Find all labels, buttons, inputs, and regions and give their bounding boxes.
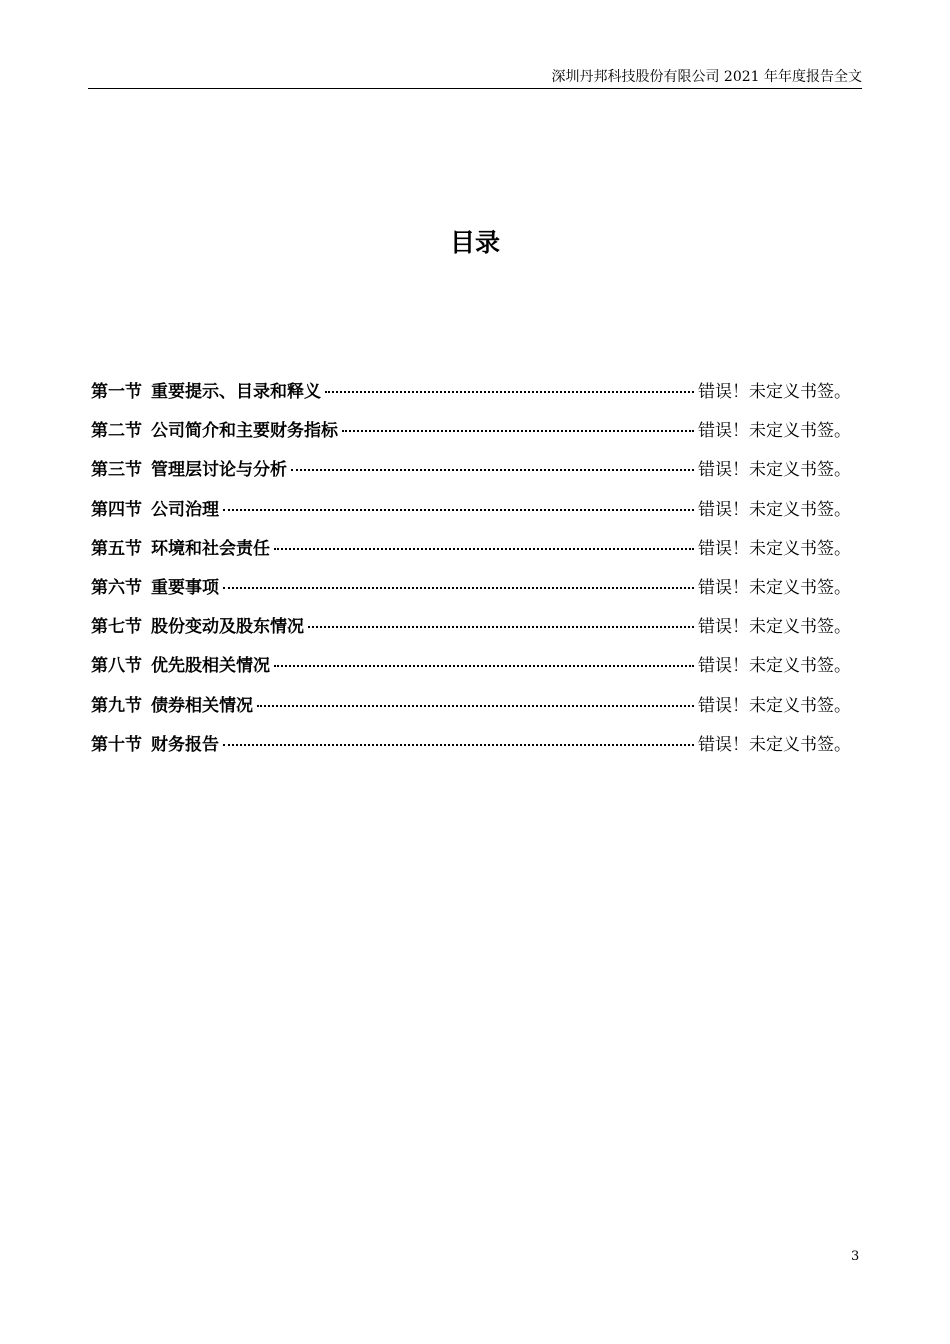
toc-page-reference: 错误！未定义书签。 — [698, 460, 851, 481]
toc-page-reference: 错误！未定义书签。 — [698, 577, 851, 598]
toc-section-title: 优先股相关情况 — [151, 656, 270, 677]
toc-page-reference: 错误！未定义书签。 — [698, 617, 851, 638]
toc-dot-leader — [308, 626, 694, 628]
toc-entry-3[interactable] — [91, 456, 851, 495]
toc-entry-2[interactable] — [91, 417, 851, 456]
toc-entry-label — [91, 456, 287, 484]
toc-title: 目录 — [449, 228, 500, 257]
header-text: 深圳丹邦科技股份有限公司 2021 年年度报告全文 — [551, 69, 862, 85]
toc-entry-7[interactable] — [91, 613, 851, 652]
toc-entry-label — [91, 652, 270, 680]
toc-dot-leader — [274, 548, 694, 550]
toc-section-number: 第四节 — [91, 499, 142, 520]
toc-section-title: 重要提示、目录和释义 — [151, 382, 321, 402]
page-number: 3 — [851, 1249, 860, 1264]
toc-section-number: 第一节 — [91, 382, 142, 402]
toc-entry-label — [91, 613, 304, 641]
toc-section-title: 股份变动及股东情况 — [151, 617, 304, 638]
toc-page-reference: 错误！未定义书签。 — [698, 538, 851, 559]
toc-page-reference: 错误！未定义书签。 — [698, 499, 851, 520]
toc-dot-leader — [223, 744, 694, 746]
toc-list — [91, 378, 851, 770]
page-header — [88, 64, 862, 89]
toc-entry-label — [91, 378, 321, 406]
toc-section-title: 管理层讨论与分析 — [151, 460, 287, 481]
toc-page-reference: 错误！未定义书签。 — [698, 656, 851, 677]
toc-dot-leader — [274, 665, 694, 667]
toc-section-title: 财务报告 — [151, 734, 219, 755]
toc-page-reference: 错误！未定义书签。 — [698, 421, 851, 442]
toc-entry-5[interactable] — [91, 535, 851, 574]
toc-section-title: 公司治理 — [151, 499, 219, 520]
toc-section-number: 第七节 — [91, 617, 142, 638]
toc-entry-label — [91, 496, 219, 524]
toc-entry-label — [91, 731, 219, 759]
toc-dot-leader — [342, 430, 694, 432]
toc-entry-6[interactable] — [91, 574, 851, 613]
toc-section-number: 第六节 — [91, 577, 142, 598]
toc-dot-leader — [325, 391, 694, 393]
toc-section-number: 第八节 — [91, 656, 142, 677]
toc-entry-9[interactable] — [91, 692, 851, 731]
toc-entry-4[interactable] — [91, 496, 851, 535]
toc-page-reference: 错误！未定义书签。 — [698, 734, 851, 755]
toc-dot-leader — [223, 587, 694, 589]
toc-section-number: 第十节 — [91, 734, 142, 755]
toc-dot-leader — [257, 705, 694, 707]
toc-section-number: 第三节 — [91, 460, 142, 481]
toc-dot-leader — [291, 469, 694, 471]
toc-section-title: 债券相关情况 — [151, 695, 253, 716]
toc-section-title: 重要事项 — [151, 577, 219, 598]
toc-dot-leader — [223, 509, 694, 511]
toc-section-number: 第二节 — [91, 421, 142, 442]
toc-page-reference: 错误！未定义书签。 — [698, 382, 851, 402]
toc-section-number: 第九节 — [91, 695, 142, 716]
toc-section-title: 公司简介和主要财务指标 — [151, 421, 338, 442]
toc-entry-label — [91, 535, 270, 563]
toc-section-number: 第五节 — [91, 538, 142, 559]
toc-entry-label — [91, 692, 253, 720]
toc-page-reference: 错误！未定义书签。 — [698, 695, 851, 716]
toc-section-title: 环境和社会责任 — [151, 538, 270, 559]
toc-entry-10[interactable] — [91, 731, 851, 770]
toc-entry-label — [91, 417, 338, 445]
toc-entry-8[interactable] — [91, 652, 851, 691]
toc-entry-label — [91, 574, 219, 602]
toc-entry-1[interactable] — [91, 378, 851, 417]
